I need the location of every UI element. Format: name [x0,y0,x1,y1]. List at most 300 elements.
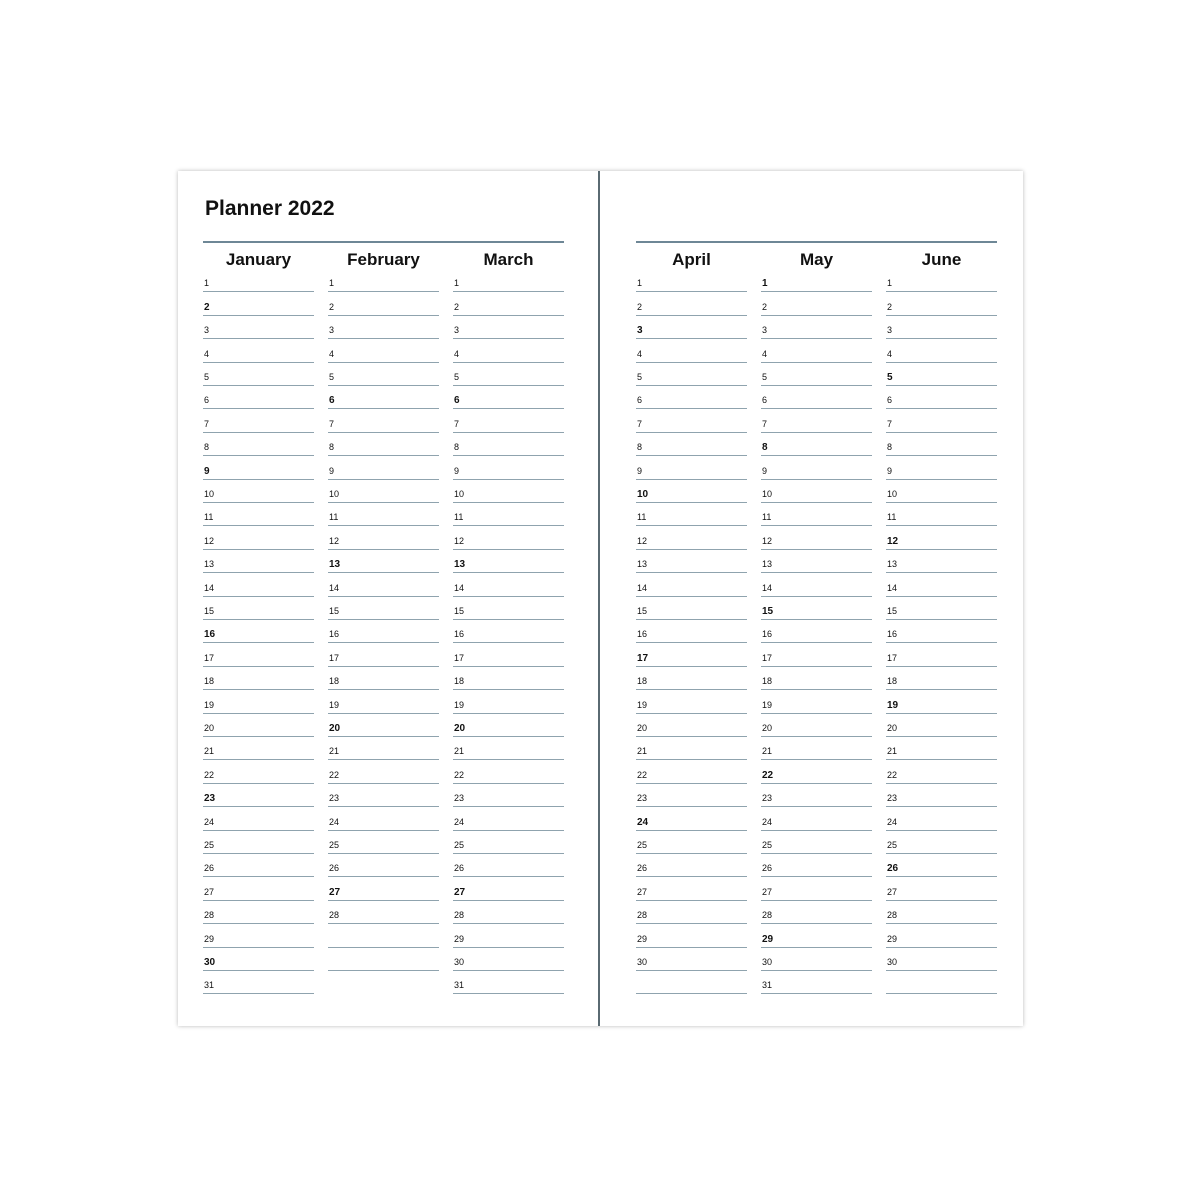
day-number: 18 [329,676,340,687]
day-number: 25 [887,839,898,850]
day-number: 12 [329,535,340,546]
day-row [328,363,439,386]
day-number: 13 [762,559,773,570]
day-number: 8 [329,442,335,453]
day-number: 24 [454,816,465,827]
day-row [761,456,872,479]
day-row [328,339,439,362]
day-number: 24 [887,816,898,827]
day-number: 16 [204,629,216,641]
day-row [328,924,439,947]
day-row [636,831,747,854]
day-row [328,831,439,854]
day-number: 1 [637,278,643,289]
day-row [636,292,747,315]
day-row [761,433,872,456]
day-row [453,269,564,292]
day-number: 23 [454,793,465,804]
day-number: 29 [637,933,648,944]
day-row [203,760,314,783]
day-row [761,573,872,596]
day-row [636,714,747,737]
day-number: 9 [329,465,335,476]
day-row [453,877,564,900]
day-row [761,269,872,292]
day-number: 18 [887,676,898,687]
day-number: 14 [637,582,648,593]
day-row [886,714,997,737]
day-number: 20 [637,722,648,733]
day-row [328,948,439,971]
day-row [761,386,872,409]
day-row [453,971,564,994]
day-row [328,667,439,690]
day-number: 23 [329,793,340,804]
day-row [328,620,439,643]
day-row [886,409,997,432]
day-number: 15 [887,605,898,616]
day-row [886,737,997,760]
day-number: 26 [454,863,465,874]
day-row [453,714,564,737]
day-number: 1 [887,278,893,289]
day-row [453,667,564,690]
day-row [886,503,997,526]
day-row [328,573,439,596]
day-row [886,831,997,854]
day-number: 13 [637,559,648,570]
day-row [453,901,564,924]
day-row [886,784,997,807]
day-number: 11 [762,512,772,523]
day-row [761,316,872,339]
day-row [761,854,872,877]
day-number: 5 [329,371,335,382]
day-row [886,924,997,947]
day-number: 22 [329,769,340,780]
day-number: 11 [887,512,897,523]
day-number: 7 [204,418,210,429]
day-number: 26 [637,863,648,874]
day-number: 9 [204,465,210,477]
day-number: 5 [887,371,893,383]
day-row [328,643,439,666]
day-number: 19 [454,699,465,710]
day-number: 9 [637,465,643,476]
day-row [636,363,747,386]
day-row [761,901,872,924]
day-number: 8 [454,442,460,453]
day-number: 13 [204,559,215,570]
day-number: 3 [637,325,643,337]
day-row [328,386,439,409]
day-row [761,760,872,783]
day-row [636,269,747,292]
day-number: 8 [887,442,893,453]
day-row [636,854,747,877]
day-row [203,339,314,362]
day-row [453,339,564,362]
day-row [453,386,564,409]
day-row [453,363,564,386]
day-row [761,409,872,432]
day-number: 3 [204,325,210,336]
day-row [636,924,747,947]
day-row [453,433,564,456]
day-number: 1 [762,278,768,290]
day-row [886,901,997,924]
day-number: 29 [204,933,215,944]
day-row [636,456,747,479]
day-number: 6 [637,395,643,406]
day-row [886,620,997,643]
day-row [761,480,872,503]
day-row [636,971,747,994]
day-row [761,948,872,971]
day-row [453,503,564,526]
day-row [886,363,997,386]
day-row [761,643,872,666]
day-row [636,877,747,900]
day-row [636,550,747,573]
day-number: 28 [329,910,340,921]
day-number: 31 [204,980,215,991]
day-row [203,667,314,690]
day-number: 19 [762,699,773,710]
day-number: 17 [329,652,340,663]
day-number: 14 [204,582,215,593]
day-number: 11 [454,512,464,523]
day-row [761,526,872,549]
day-number: 29 [762,933,774,945]
day-row [328,456,439,479]
day-number: 4 [204,348,210,359]
day-number: 3 [887,325,893,336]
day-number: 30 [762,956,773,967]
day-number: 17 [637,652,649,664]
day-number: 9 [454,465,460,476]
day-number: 4 [454,348,460,359]
header-rule [203,241,564,243]
day-number: 30 [204,956,216,968]
day-number: 10 [637,488,649,500]
day-row [761,690,872,713]
day-row [636,807,747,830]
day-row [761,784,872,807]
day-number: 8 [762,442,768,454]
day-number: 9 [762,465,768,476]
day-number: 19 [204,699,215,710]
day-number: 17 [762,652,773,663]
day-row [203,877,314,900]
day-number: 2 [637,301,643,312]
day-row [203,292,314,315]
day-number: 16 [762,629,773,640]
day-row [636,643,747,666]
day-row [453,620,564,643]
day-row [453,597,564,620]
day-row [203,831,314,854]
day-row [636,760,747,783]
day-number: 23 [204,793,216,805]
day-row [886,877,997,900]
day-number: 2 [329,301,335,312]
day-number: 9 [887,465,893,476]
day-row [203,269,314,292]
day-number: 13 [887,559,898,570]
day-row [203,433,314,456]
day-number: 4 [762,348,768,359]
day-row [636,433,747,456]
day-number: 26 [204,863,215,874]
day-number: 8 [204,442,210,453]
day-row [328,737,439,760]
day-row [886,573,997,596]
day-row [203,690,314,713]
day-number: 25 [454,839,465,850]
day-row [636,386,747,409]
day-row [453,737,564,760]
day-number: 20 [454,722,466,734]
day-number: 11 [204,512,214,523]
day-number: 12 [454,535,465,546]
day-row [203,854,314,877]
day-number: 17 [887,652,898,663]
day-row [886,550,997,573]
day-number: 3 [454,325,460,336]
day-row [328,597,439,620]
day-row [203,386,314,409]
day-number: 6 [454,395,460,407]
day-row [453,550,564,573]
day-number: 13 [329,559,341,571]
day-number: 1 [329,278,335,289]
day-row [761,339,872,362]
day-number: 19 [329,699,340,710]
day-row [886,760,997,783]
day-row [453,456,564,479]
day-number: 15 [204,605,215,616]
day-number: 10 [329,488,340,499]
day-row [886,667,997,690]
day-row [453,643,564,666]
page-title: Planner 2022 [205,197,335,220]
day-row [203,620,314,643]
day-number: 29 [887,933,898,944]
day-number: 26 [887,863,899,875]
day-number: 6 [204,395,210,406]
day-row [203,550,314,573]
day-number: 21 [204,746,215,757]
day-number: 5 [204,371,210,382]
day-number: 10 [887,488,898,499]
day-row [886,948,997,971]
day-number: 1 [204,278,210,289]
day-number: 22 [637,769,648,780]
book-spine [598,171,600,1026]
month-name: June [921,250,962,269]
day-number: 28 [637,910,648,921]
day-number: 25 [329,839,340,850]
day-number: 12 [887,535,899,547]
day-number: 15 [762,605,774,617]
day-row [203,737,314,760]
day-row [886,269,997,292]
day-number: 22 [454,769,465,780]
day-number: 2 [887,301,893,312]
day-number: 20 [762,722,773,733]
day-row [761,292,872,315]
day-row [761,597,872,620]
day-number: 14 [454,582,465,593]
day-number: 21 [454,746,465,757]
day-number: 3 [329,325,335,336]
day-row [328,433,439,456]
day-row [636,784,747,807]
day-number: 21 [329,746,340,757]
day-number: 6 [887,395,893,406]
day-row [761,550,872,573]
day-row [886,807,997,830]
day-number: 24 [637,816,649,828]
day-number: 14 [762,582,773,593]
day-row [636,316,747,339]
day-number: 24 [204,816,215,827]
day-number: 4 [329,348,335,359]
month-name: April [672,250,711,269]
day-row [453,316,564,339]
day-row [328,550,439,573]
day-number: 7 [762,418,768,429]
day-row [328,901,439,924]
day-row [203,573,314,596]
day-number: 28 [454,910,465,921]
day-number: 24 [329,816,340,827]
day-row [328,269,439,292]
day-number: 27 [762,886,773,897]
day-row [203,456,314,479]
day-row [203,597,314,620]
day-row [453,480,564,503]
day-row [453,760,564,783]
day-row [328,316,439,339]
day-row [328,877,439,900]
day-row [886,526,997,549]
day-number: 27 [204,886,215,897]
day-row [886,854,997,877]
day-row [203,971,314,994]
day-row [453,573,564,596]
day-number: 19 [637,699,648,710]
day-row [203,948,314,971]
day-number: 18 [762,676,773,687]
day-number: 23 [762,793,773,804]
day-number: 16 [329,629,340,640]
day-number: 21 [637,746,648,757]
day-row [203,714,314,737]
day-row [761,667,872,690]
day-row [636,901,747,924]
day-row [328,503,439,526]
day-row [636,409,747,432]
day-row [328,854,439,877]
day-row [203,503,314,526]
day-number: 31 [454,980,465,991]
day-row [886,339,997,362]
day-row [453,924,564,947]
day-number: 27 [887,886,898,897]
day-row [328,526,439,549]
day-number: 18 [637,676,648,687]
day-row [328,784,439,807]
day-number: 10 [762,488,773,499]
day-row [636,667,747,690]
day-row [636,948,747,971]
day-number: 27 [329,886,341,898]
day-row [453,690,564,713]
day-number: 2 [454,301,460,312]
day-row [203,363,314,386]
day-number: 22 [204,769,215,780]
day-row [761,363,872,386]
day-number: 13 [454,559,466,571]
day-row [636,737,747,760]
day-row [886,316,997,339]
day-row [453,831,564,854]
day-number: 28 [204,910,215,921]
day-row [328,409,439,432]
day-row [203,807,314,830]
day-number: 20 [329,722,341,734]
day-row [453,807,564,830]
day-number: 18 [204,676,215,687]
day-row [328,760,439,783]
day-row [636,503,747,526]
month-name: March [483,250,534,269]
day-number: 18 [454,676,465,687]
day-row [761,877,872,900]
day-row [761,620,872,643]
day-row [203,409,314,432]
day-row [203,316,314,339]
day-number: 27 [637,886,648,897]
day-number: 23 [637,793,648,804]
day-number: 7 [454,418,460,429]
day-number: 25 [762,839,773,850]
month-name: February [347,250,420,269]
day-number: 3 [762,325,768,336]
day-row [636,573,747,596]
day-row [453,948,564,971]
day-row [761,737,872,760]
day-row [636,597,747,620]
day-row [886,971,997,994]
day-number: 30 [637,956,648,967]
day-number: 21 [762,746,773,757]
day-number: 25 [637,839,648,850]
day-number: 10 [204,488,215,499]
day-number: 21 [887,746,898,757]
day-number: 4 [887,348,893,359]
day-number: 26 [762,863,773,874]
day-number: 12 [637,535,648,546]
day-number: 23 [887,793,898,804]
day-number: 16 [454,629,465,640]
day-row [453,526,564,549]
day-row [328,480,439,503]
day-row [453,854,564,877]
day-number: 11 [637,512,647,523]
